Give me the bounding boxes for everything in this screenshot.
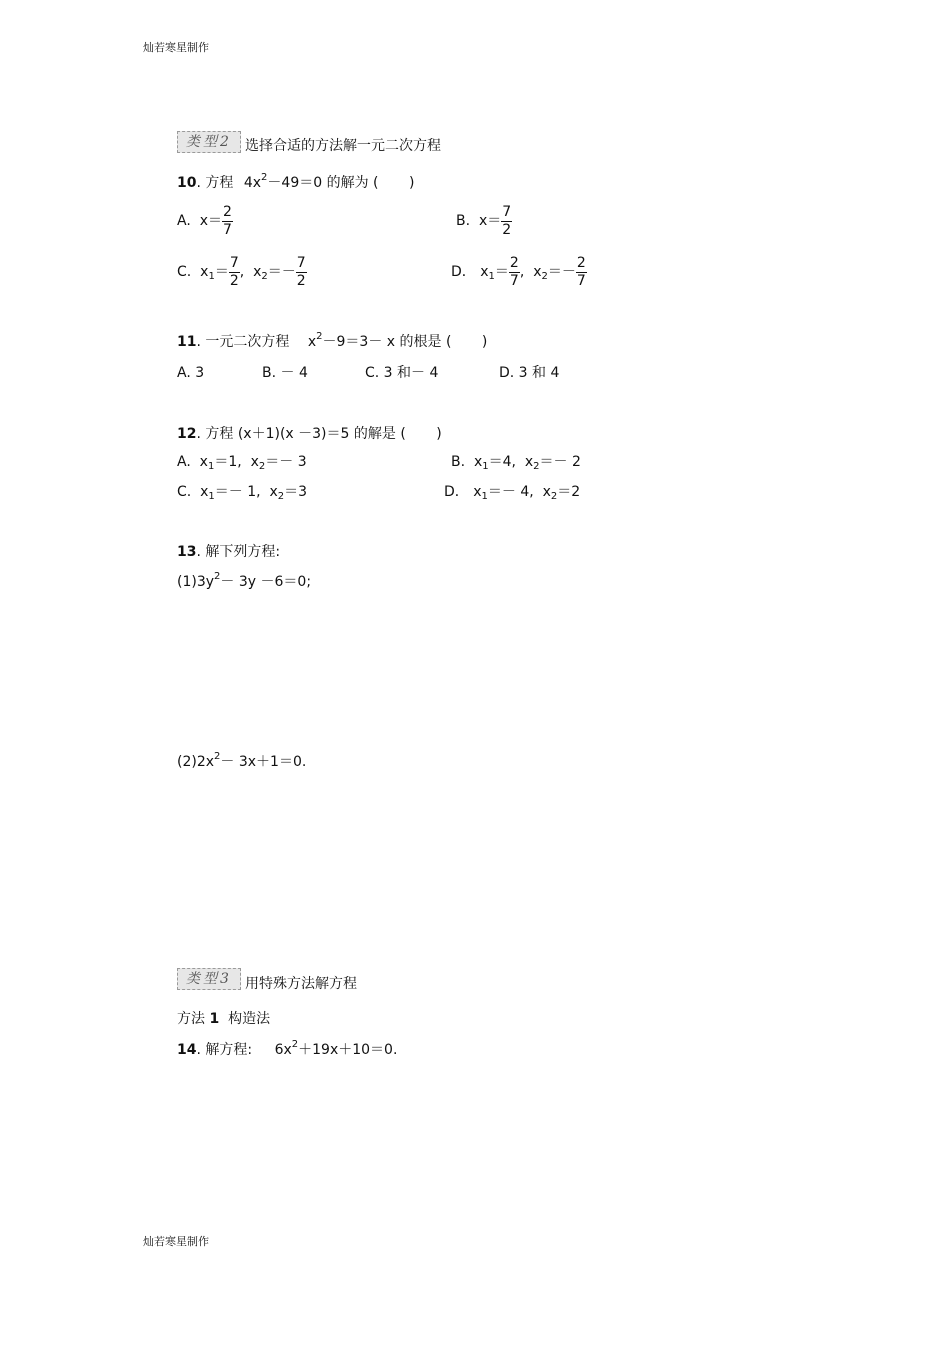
q10-option-c: C. $x_1=$ $\frac{7}{2}$ , $x_2=-$ $\frac{7}{2}$: [177, 255, 306, 289]
watermark-bottom: 灿若寒星制作: [143, 1235, 209, 1248]
q12-option-a: A. $x_1=1$, $x_2=- 3$: [177, 454, 307, 472]
question-number: 10: [177, 175, 197, 191]
section-3-title: 用特殊方法解方程: [245, 976, 357, 992]
fraction: $\frac{7}{2}$: [502, 204, 512, 238]
q12-option-c: C. $x_1=- 1$, $x_2=3$: [177, 484, 308, 502]
watermark-top: 灿若寒星制作: [143, 41, 209, 54]
q13-part-1: $(1)3y^2- 3y -6=0$;: [177, 571, 312, 590]
question-13-stem: 13. 解下列方程:: [177, 544, 281, 560]
section-2-title: 选择合适的方法解一元二次方程: [245, 138, 441, 154]
q12-option-b: B. $x_1=4$, $x_2=- 2$: [451, 454, 581, 472]
question-12-stem: 12. 方程 (x＋1)(x －3)＝5 的解是 ( ): [177, 426, 442, 442]
question-number: 11: [177, 334, 197, 350]
question-14-stem: 14. 解方程: $6x^2+19x+10=0$.: [177, 1039, 398, 1058]
type-tag: 类型2: [177, 131, 241, 153]
q10-option-a: A. x＝ $\frac{2}{7}$: [177, 204, 232, 238]
q10-option-b: B. x＝ $\frac{7}{2}$: [456, 204, 512, 238]
q12-option-d: D． $x_1=- 4$, $x_2=2$: [444, 484, 581, 502]
question-number: 14: [177, 1042, 197, 1058]
question-number: 13: [177, 544, 197, 560]
q13-part-2: $(2)2x^2- 3x+1=0$.: [177, 751, 307, 770]
question-11-stem: 11. 一元二次方程 $x^2-9=3- x$ 的根是 ( ): [177, 331, 488, 350]
q11-option-a: A. 3: [177, 365, 205, 381]
method-1-heading: 方法 1 构造法: [177, 1011, 271, 1027]
section-2-tag: [177, 131, 241, 153]
fraction: $\frac{2}{7}$: [222, 204, 232, 238]
question-10-stem: 10. 方程 $4x^2-49=0$ 的解为 ( ): [177, 172, 415, 191]
q11-option-d: D. 3 和 4: [499, 365, 560, 381]
q11-option-b: B. － 4: [262, 365, 308, 381]
q10-option-d: D． $x_1=$ $\frac{2}{7}$ , $x_2=-$ $\frac{2}{7}$: [451, 255, 586, 289]
type-tag: 类型3: [177, 968, 241, 990]
q11-option-c: C. 3 和－ 4: [365, 365, 439, 381]
section-3-tag: [177, 968, 241, 990]
question-number: 12: [177, 426, 197, 442]
